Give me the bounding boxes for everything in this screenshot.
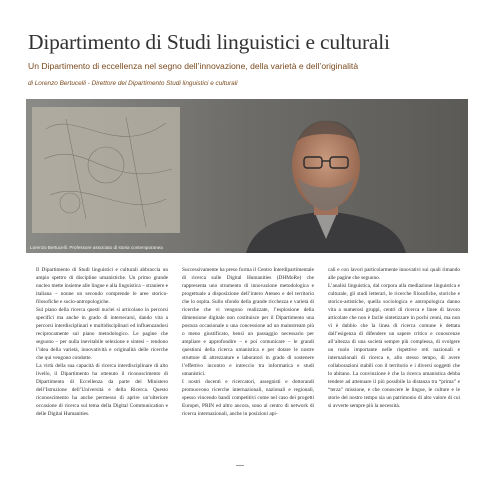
- body-column-1: [36, 266, 168, 472]
- portrait-photo: [26, 99, 468, 253]
- paragraph: Sul piano della ricerca questi nuclei si articolano in percorsi specifici ma anche in grado di intersecarsi, dando vita a percorsi interdisciplinari e multidisciplinari ed influenzandosi reciprocamente sul piano metodologico. Le pagine che seguono – per nulla inevitabile selezione e sintesi – rendono l’idea della varietà, innovatività e originalità delle ricerche che qui vengono condotte.: [36, 307, 168, 361]
- paragraph: I nostri docenti e ricercatori, assegnisti e dottorandi promuovono ricerche internazionali, nazionali e regionali, spesso vincendo bandi competitivi come nel caso dei progetti Europei, PRIN ed altro ancora, sono al centro di network di ricerca internazionali, anche in posizioni api-: [182, 379, 314, 417]
- paragraph: Il Dipartimento di Studi linguistici e culturali abbraccia un ampio spettro di discipline umanistiche. Un primo grande nucleo mette insieme alle lingue e alla linguistica – straniere e italiana – nonne un secondo comprende le aree storico-filosofiche e socio-antropologiche.: [36, 267, 168, 305]
- article-subtitle: Un Dipartimento di eccellenza nel segno dell’innovazione, della varietà e dell’originalità: [28, 61, 359, 71]
- paragraph: cali e con lavori particolarmente innovativi sui quali rimando alle pagine che seguono.: [328, 267, 460, 281]
- article-body: [36, 266, 460, 472]
- body-column-3: [328, 266, 460, 472]
- page-divider: [236, 465, 244, 466]
- article-byline: di Lorenzo Bertucelli - Direttore del Dipartimento Studi linguistici e culturali: [28, 80, 238, 87]
- paragraph: La virtù della sua capacità di ricerca interdisciplinare di alto livello, il Dipartimento ha ottenuto il riconoscimento di Dipartimento di Eccellenza da parte del Ministero dell’Istruzione dell’Università e della Ricerca. Questo riconoscimento ha anche permesso di aprire un’ulteriore occasione di ricerca sul tema della Digital Communication e delle Digital Humanities.: [36, 363, 168, 417]
- paragraph: L’analisi linguistica, dal corpora alla mediazione linguistica e culturale, gli studi letterari, le ricerche filosofiche, storiche e storico-artistiche, quella sociologica e antropologica danno vita a numerosi gruppi, centri di ricerca e linee di lavoro articolate che non è facile sintetizzare in pochi cenni, ma non vi è dubbio che la linea di ricerca comune è dettata dall’esigenza di difendere un sapere critico e conoscenze all’altezza di una società sempre più complessa, di svolgere un ruolo importante nelle rispettive reti nazionali e internazionali di ricerca e, allo stesso tempo, di avere collaborazioni stabili con il territorio e i diversi soggetti che lo abitano. La convinzione è che la ricerca umanistica debba tendere ad attenuare il più possibile la distanza tra “prima” e “terza” missione, e che conoscere le lingue, le culture e le storie del nostro tempo sia un patrimonio di alto valore di cui si avverte sempre più la necessità.: [328, 283, 460, 409]
- portrait-illustration: [26, 99, 468, 253]
- article-title: Dipartimento di Studi linguistici e culturali: [28, 30, 390, 54]
- body-column-2: [182, 266, 314, 472]
- paragraph: Successivamente ha preso forma il Centro Interdipartimentale di ricerca sulle Digital Humanities (DHMoRe) che rappresenta uno strumento di innovazione metodologica e progettuale a disposizione dell’intero Ateneo e del territorio che lo ospita. Sullo sfondo della grande ricchezza e varietà di ricerche che vi vengono realizzate, l’esplosione della dimensione digitale non costituisce per il Dipartimento una postura occasionale o una concessione ad un mainstream più o meno giustificato, bensì un passaggio necessario per ampliare e approfondire – e poi comunicare – le grandi questioni della ricerca umanistica e per dotare le nostre strutture di attrezzature e laboratori in grado di sostenere l’effettivo incontro e intreccio tra informatica e studi umanistici.: [182, 267, 314, 377]
- photo-caption: Lorenzo Bertucelli. Professore associato di storia contemporanea: [30, 245, 163, 250]
